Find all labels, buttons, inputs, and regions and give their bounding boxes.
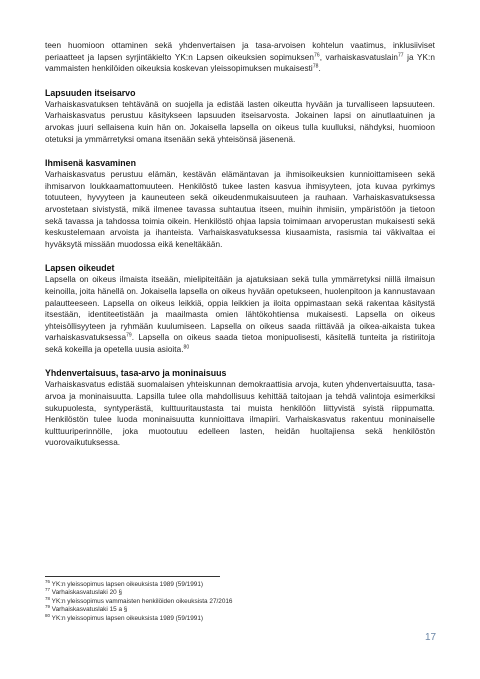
footnote-text: YK:n yleissopimus vammaisten henkilöiden oikeuksista 27/2016 — [50, 597, 233, 605]
intro-text-2: , varhaiskasvatuslain — [319, 52, 398, 62]
footnote-ref-78: 78 — [312, 63, 319, 70]
intro-text-3: ja YK:n vammaisten henkilöiden oikeuksia koskevan yleissopimuksen mukaisesti — [45, 52, 435, 74]
section-ihmisena-kasvaminen — [45, 157, 435, 250]
footnote-number: 76 — [45, 578, 51, 584]
section-paragraph: Varhaiskasvatus edistää suomalaisen yhteiskunnan demokraattisia arvoja, kuten yhdenvertaisuutta, tasa-arvoa ja moninaisuutta. Lapsilla tulee olla mahdollisuus kehittää taitojaan ja tehdä valintoja esimerkiksi sukupuolesta, syntyperästä, kulttuuritaustasta tai muista henkilöön liittyvistä syistä riippumatta. Henkilöstön tulee luoda moninaisuutta kunnioittava ilmapiiri. Varhaiskasvatus rakentuu moninaiselle kulttuuriperinnölle, joka muotoutuu edelleen lasten, heidän huoltajiensa sekä henkilöstön vuorovaikutuksessa. — [45, 380, 435, 448]
section-heading: Lapsen oikeudet — [45, 263, 115, 274]
section-text-2: . Lapsella on oikeus saada tietoa monipuolisesti, käsitellä tunteita ja ristiriitoja sekä kokeilla ja opetella uusia asioita. — [45, 333, 435, 354]
footnote-text: YK:n yleissopimus lapsen oikeuksista 1989 (59/1991) — [50, 614, 204, 622]
section-lapsen-oikeudet — [45, 262, 435, 355]
footnote-number: 77 — [45, 587, 51, 593]
section-text-1: Lapsella on oikeus ilmaista itseään, mielipiteitään ja ajatuksiaan sekä tulla ymmärretyksi niillä ilmaisun keinoilla, joita hänellä on. Jokaisella lapsella on oikeus hyvään opetukseen, huolenpitoon ja kannustavaan palautteeseen. Lapsella on oikeus leikkiä, oppia leikkien ja iloita oppimastaan sekä rakentaa käsitystä itsestään, identiteetistään ja maailmasta omien lähtökohtiensa mukaisesti. Lapsella on oikeus yhteisöllisyyteen ja ryhmään kuulumiseen. Lapsella on oikeus saada riittävää ja oikea-aikaista tukea varhaiskasvatuksessa — [45, 275, 435, 343]
section-yhdenvertaisuus — [45, 367, 435, 449]
section-paragraph — [45, 274, 435, 355]
section-heading: Lapsuuden itseisarvo — [45, 87, 136, 98]
footnote-number: 79 — [45, 604, 51, 610]
main-content — [45, 40, 435, 449]
footnote-text: YK:n yleissopimus lapsen oikeuksista 1989 (59/1991) — [50, 581, 204, 588]
section-lapsuuden-itseisarvo — [45, 87, 435, 145]
page-number: 17 — [425, 632, 437, 643]
footnote-item — [45, 589, 345, 597]
footnote-number: 78 — [45, 595, 51, 601]
intro-text-4: . — [318, 64, 321, 74]
section-heading: Yhdenvertaisuus, tasa-arvo ja moninaisuus — [45, 368, 227, 379]
section-paragraph: Varhaiskasvatuksen tehtävänä on suojella ja edistää lasten oikeutta hyvään ja turvalliseen lapsuuteen. Varhaiskasvatus perustuu käsitykseen lapsuuden itseisarvosta. Jokainen lapsi on ainutlaatuinen ja arvokas juuri sellaisena kuin hän on. Jokaisella lapsella on oikeus tulla kuulluksi, nähdyksi, huomioon otetuksi ja ymmärretyksi omana itsenään sekä yhteisönsä jäsenenä. — [45, 99, 435, 144]
section-paragraph: Varhaiskasvatus perustuu elämän, kestävän elämäntavan ja ihmisoikeuksien kunnioittamiseen sekä ihmisarvon loukkaamattomuuteen. Henkilöstö tukee lasten kasvua ihmisyyteen, jota kuvaa pyrkimys totuuteen, hyvyyteen ja kauneuteen sekä oikeudenmukaisuuteen ja rauhaan. Varhaiskasvatuksessa arvostetaan sivistystä, mikä ilmenee tavassa suhtautua itseen, muihin ihmisiin, ympäristöön ja tietoon sekä tavassa ja tahdossa toimia oikein. Henkilöstö ohjaa lapsia toimimaan arvoperustan mukaisesti sekä keskustelemaan arvoista ja ihanteista. Varhaiskasvatuksessa kiusaamista, rasismia tai väkivaltaa ei hyväksytä missään muodossa eikä keneltäkään. — [45, 170, 435, 249]
footnote-number: 80 — [45, 612, 51, 618]
footnote-ref-76: 76 — [314, 51, 320, 58]
intro-text-1: teen huomioon ottaminen sekä yhdenvertaisen ja tasa-arvoisen kohtelun vaatimus, inklusiiviset periaatteet ja lapsen syrjintäkielto YK:n Lapsen oikeuksien sopimuksen — [45, 41, 435, 62]
footnote-text: Varhaiskasvatuslaki 20 § — [50, 589, 123, 597]
footnote-item — [45, 612, 345, 623]
footnote-item — [45, 606, 345, 614]
intro-paragraph — [45, 40, 435, 75]
footnote-item — [45, 595, 345, 606]
footnote-text: Varhaiskasvatuslaki 15 a § — [50, 606, 128, 614]
footnote-ref-80: 80 — [183, 344, 190, 351]
footnote-divider — [45, 576, 220, 577]
footnote-ref-79: 79 — [126, 332, 132, 339]
footnotes — [45, 576, 345, 623]
footnote-ref-77: 77 — [397, 51, 404, 58]
section-heading: Ihmisenä kasvaminen — [45, 158, 136, 169]
